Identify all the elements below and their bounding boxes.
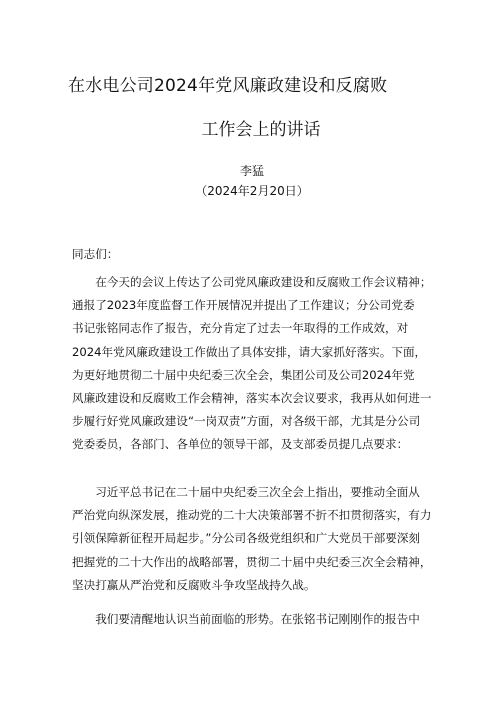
paragraph-line: 习近平总书记在二十届中央纪委三次全会上指出，要推动全面从 — [95, 485, 420, 499]
author-name: 李猛 — [239, 164, 264, 178]
paragraph-line: 把握党的二十大作出的战略部署，贯彻二十届中央纪委三次全会精神， — [72, 554, 432, 569]
paragraph-1 — [72, 271, 438, 457]
paragraph-line: 严治党向纵深发展，推动党的二十大决策部署不折不扣贯彻落实，有力 — [72, 508, 432, 523]
paragraph-line: 党委委员，各部门、各单位的领导干部，及支部委员提几点要求： — [72, 437, 409, 452]
speech-date: （2024年2月20日） — [195, 184, 309, 198]
document-title-line1: 在水电公司2024年党风廉政建设和反腐败 — [68, 76, 388, 96]
document-title-line2: 工作会上的讲话 — [201, 120, 321, 140]
paragraph-line: 为更好地贯彻二十届中央纪委三次全会，集团公司及公司2024年党 — [72, 367, 415, 382]
salutation: 同志们： — [72, 247, 119, 261]
paragraph-line: 在今天的会议上传达了公司党风廉政建设和反腐败工作会议精神； — [95, 275, 432, 289]
paragraph-line: 我们要清醒地认识当前面临的形势。在张铭书记刚刚作的报告中 — [95, 612, 420, 626]
paragraph-line: 2024年党风廉政建设工作做出了具体安排，请大家抓好落实。下面， — [72, 344, 427, 359]
paragraph-line: 通报了2023年度监督工作开展情况并提出了工作建议；分公司党委 — [72, 298, 415, 313]
paragraph-line: 书记张铭同志作了报告，充分肯定了过去一年取得的工作成效，对 — [72, 321, 409, 336]
paragraph-line: 步履行好党风廉政建设“一岗双责”方面，对各级干部，尤其是分公司 — [72, 414, 421, 429]
paragraph-line: 引领保障新征程开局起步。”分公司各级党组织和广大党员干部要深刻 — [72, 531, 421, 546]
paragraph-2 — [72, 481, 438, 597]
paragraph-line: 坚决打赢从严治党和反腐败斗争攻坚战持久战。 — [72, 577, 316, 592]
paragraph-line: 风廉政建设和反腐败工作会精神，落实本次会议要求，我再从如何进一 — [72, 390, 432, 405]
paragraph-3 — [72, 608, 438, 631]
